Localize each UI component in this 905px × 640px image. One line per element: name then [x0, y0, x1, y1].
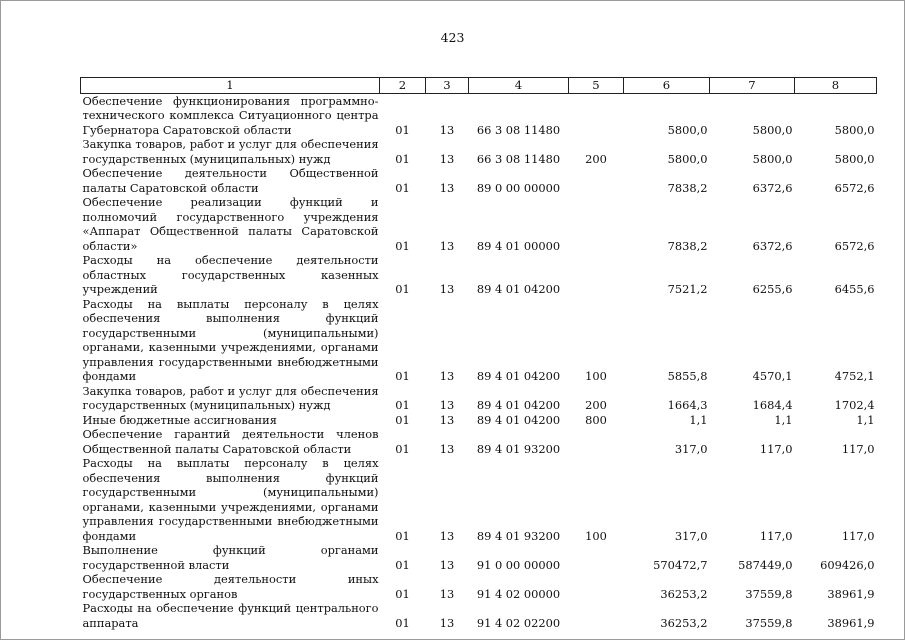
cell-amount-year-2: 37559,8	[745, 615, 793, 630]
cell-section: 01	[395, 615, 410, 630]
cell-amount-year-3: 6455,6	[834, 282, 875, 296]
cell-subsection: 13	[439, 586, 455, 601]
table-row	[81, 253, 877, 297]
cell-target-article: 89 0 00 00000	[476, 180, 561, 195]
row-description: Закупка товаров, работ и услуг для обеспечения государственных (муниципальных) нужд	[82, 383, 379, 412]
cell-amount-year-3: 38961,9	[827, 586, 875, 601]
cell-section: 01	[395, 412, 410, 427]
row-description: Расходы на обеспечение функций центрального аппарата	[82, 601, 379, 630]
cell-target-article: 89 4 01 00000	[476, 238, 561, 253]
cell-amount-year-1: 7838,2	[667, 238, 708, 253]
row-description: Иные бюджетные ассигнования	[82, 412, 277, 427]
cell-section: 01	[395, 238, 410, 253]
cell-amount-year-2: 6372,6	[752, 238, 793, 253]
row-description: Обеспечение функционирования программно-технического комплекса Ситуационного центра Губернатора Саратовской области	[82, 93, 379, 137]
cell-subsection: 13	[439, 238, 455, 253]
cell-subsection: 13	[439, 398, 455, 412]
table-row	[81, 601, 877, 630]
table-row	[81, 456, 877, 543]
cell-amount-year-1: 317,0	[674, 528, 708, 543]
row-description: Расходы на выплаты персоналу в целях обеспечения выполнения функций государственными (муниципальными) органами, казенными учреждениями, органами управления государственными внебюджетными фондами	[82, 456, 379, 543]
cell-subsection: 13	[439, 282, 455, 296]
cell-subsection: 13	[439, 412, 455, 427]
row-description: Обеспечение реализации функций и полномочий государственного учреждения «Аппарат Общественной палаты Саратовской области»	[82, 195, 379, 253]
cell-amount-year-3: 117,0	[841, 528, 875, 543]
cell-amount-year-2: 37559,8	[745, 586, 793, 601]
cell-amount-year-2: 6255,6	[752, 282, 793, 296]
page-number: 423	[440, 30, 465, 45]
cell-target-article: 91 4 02 02200	[476, 615, 561, 630]
row-description: Обеспечение гарантий деятельности членов Общественной палаты Саратовской области	[82, 427, 379, 456]
table-row	[81, 572, 877, 601]
table-body	[81, 93, 877, 630]
cell-subsection: 13	[439, 557, 455, 572]
cell-expense-type	[569, 253, 624, 297]
cell-section: 01	[395, 282, 410, 296]
cell-section: 01	[395, 122, 410, 137]
cell-expense-type	[569, 93, 624, 137]
cell-expense-type	[569, 166, 624, 195]
cell-subsection: 13	[439, 180, 455, 195]
cell-section: 01	[395, 180, 410, 195]
cell-amount-year-3: 117,0	[841, 441, 875, 456]
cell-amount-year-1: 7521,2	[667, 282, 708, 296]
cell-amount-year-3: 5800,0	[834, 151, 875, 166]
cell-amount-year-3: 4752,1	[834, 369, 875, 383]
row-description: Закупка товаров, работ и услуг для обеспечения государственных (муниципальных) нужд	[82, 137, 379, 166]
cell-expense-type: 100	[585, 528, 607, 543]
column-header: 2	[380, 78, 426, 94]
cell-amount-year-1: 317,0	[674, 441, 708, 456]
table-row	[81, 137, 877, 166]
column-header: 4	[469, 78, 569, 94]
row-description: Обеспечение деятельности иных государственных органов	[82, 572, 379, 601]
cell-subsection: 13	[439, 528, 455, 543]
cell-section: 01	[395, 557, 410, 572]
table-row	[81, 543, 877, 572]
cell-amount-year-1: 5855,8	[667, 369, 708, 383]
cell-amount-year-3: 6572,6	[834, 238, 875, 253]
cell-amount-year-1: 1,1	[689, 412, 708, 427]
cell-amount-year-1: 36253,2	[660, 615, 708, 630]
cell-expense-type: 800	[585, 412, 607, 427]
cell-expense-type	[569, 601, 624, 630]
cell-amount-year-2: 117,0	[759, 441, 793, 456]
cell-expense-type: 200	[585, 151, 607, 166]
cell-target-article: 89 4 01 04200	[476, 369, 561, 383]
cell-expense-type: 100	[585, 369, 607, 383]
cell-target-article: 66 3 08 11480	[476, 151, 561, 166]
cell-amount-year-1: 1664,3	[667, 398, 708, 412]
table-row	[81, 384, 877, 413]
column-header: 8	[795, 78, 877, 94]
table-row	[81, 93, 877, 137]
table-row	[81, 297, 877, 384]
column-header: 3	[426, 78, 469, 94]
cell-target-article: 89 4 01 04200	[476, 412, 561, 427]
cell-amount-year-2: 5800,0	[752, 151, 793, 166]
cell-expense-type: 200	[585, 398, 607, 412]
cell-amount-year-2: 1,1	[774, 412, 793, 427]
column-header: 7	[710, 78, 795, 94]
cell-amount-year-3: 6572,6	[834, 180, 875, 195]
cell-section: 01	[395, 369, 410, 383]
cell-target-article: 89 4 01 04200	[476, 282, 561, 296]
cell-amount-year-2: 1684,4	[752, 398, 793, 412]
cell-amount-year-1: 36253,2	[660, 586, 708, 601]
table-row	[81, 427, 877, 456]
table-row	[81, 166, 877, 195]
cell-expense-type	[569, 543, 624, 572]
cell-section: 01	[395, 151, 410, 166]
cell-amount-year-3: 1702,4	[834, 398, 875, 412]
cell-amount-year-1: 5800,0	[667, 151, 708, 166]
cell-amount-year-3: 609426,0	[820, 557, 875, 572]
cell-target-article: 89 4 01 04200	[476, 398, 561, 412]
cell-subsection: 13	[439, 122, 455, 137]
cell-subsection: 13	[439, 151, 455, 166]
cell-target-article: 66 3 08 11480	[476, 122, 561, 137]
cell-amount-year-2: 5800,0	[752, 122, 793, 137]
cell-expense-type	[569, 572, 624, 601]
cell-amount-year-1: 570472,7	[653, 557, 708, 572]
row-description: Расходы на выплаты персоналу в целях обеспечения выполнения функций государственными (муниципальными) органами, казенными учреждениями, органами управления государственными внебюджетными фондами	[82, 296, 379, 383]
cell-target-article: 91 0 00 00000	[476, 557, 561, 572]
cell-amount-year-1: 5800,0	[667, 122, 708, 137]
cell-amount-year-2: 117,0	[759, 528, 793, 543]
row-description: Выполнение функций органами государственной власти	[82, 543, 379, 572]
column-header: 6	[624, 78, 710, 94]
budget-table	[80, 77, 877, 630]
cell-amount-year-3: 38961,9	[827, 615, 875, 630]
cell-section: 01	[395, 586, 410, 601]
table-row	[81, 413, 877, 428]
column-header: 5	[569, 78, 624, 94]
cell-target-article: 91 4 02 00000	[476, 586, 561, 601]
cell-section: 01	[395, 441, 410, 456]
cell-amount-year-3: 5800,0	[834, 122, 875, 137]
cell-amount-year-1: 7838,2	[667, 180, 708, 195]
column-header: 1	[81, 78, 380, 94]
cell-section: 01	[395, 398, 410, 412]
cell-amount-year-2: 6372,6	[752, 180, 793, 195]
header-row	[81, 78, 877, 94]
cell-amount-year-2: 587449,0	[738, 557, 793, 572]
cell-target-article: 89 4 01 93200	[476, 441, 561, 456]
row-description: Расходы на обеспечение деятельности областных государственных казенных учреждений	[82, 253, 379, 296]
cell-target-article: 89 4 01 93200	[476, 528, 561, 543]
cell-expense-type	[569, 195, 624, 253]
cell-subsection: 13	[439, 615, 455, 630]
row-description: Обеспечение деятельности Общественной палаты Саратовской области	[82, 166, 379, 195]
cell-section: 01	[395, 528, 410, 543]
cell-amount-year-3: 1,1	[856, 412, 875, 427]
table-row	[81, 195, 877, 253]
cell-subsection: 13	[439, 441, 455, 456]
cell-expense-type	[569, 427, 624, 456]
cell-amount-year-2: 4570,1	[752, 369, 793, 383]
cell-subsection: 13	[439, 369, 455, 383]
